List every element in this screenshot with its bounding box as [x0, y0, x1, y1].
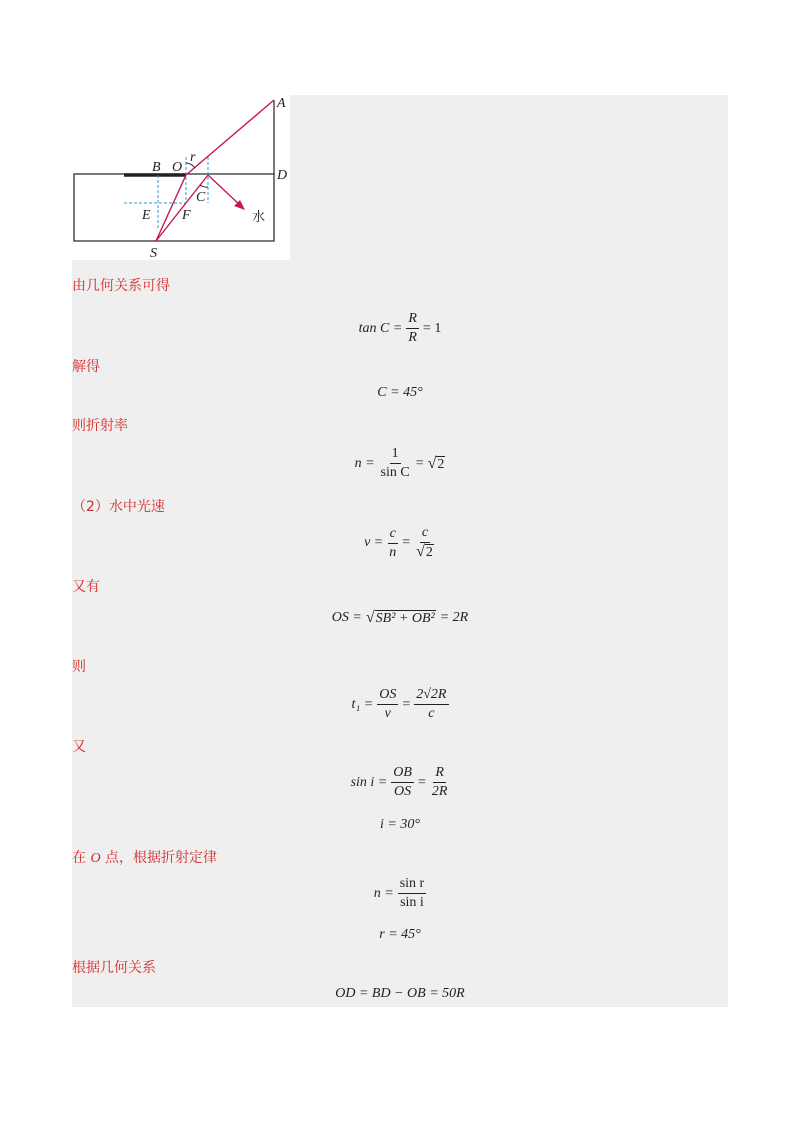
label-r: r: [190, 150, 196, 165]
equation-os: OS = √ SB² + OB² = 2R: [331, 609, 469, 626]
equation-sin-i: sin i = $\frac{OB}{OS}$ = $\frac{R}{2R}$: [350, 765, 448, 799]
text-speed-in-water: （2）水中光速: [72, 499, 165, 515]
equation-tan-c: tan C = $\frac{R}{R}$ = 1: [358, 311, 442, 345]
label-o: O: [172, 160, 183, 175]
label-b: B: [152, 160, 161, 175]
text-then: 则: [72, 659, 86, 675]
label-e: E: [142, 208, 151, 223]
equation-snell: n = $\frac{\text{sin r}}{\text{sin i}}$: [373, 876, 425, 910]
optics-figure: [72, 95, 290, 260]
label-a: A: [277, 96, 286, 111]
label-d: D: [277, 168, 288, 183]
label-s: S: [150, 246, 157, 260]
text-and: 又: [72, 739, 86, 755]
text-geometry-relation: 由几何关系可得: [72, 278, 170, 294]
equation-c-45: C = 45°: [377, 385, 423, 400]
equation-r-45: r = 45°: [379, 927, 421, 942]
label-water: 水: [252, 210, 266, 225]
water-tank: [74, 174, 274, 241]
ray-oa: [186, 100, 274, 175]
label-c: C: [196, 190, 206, 205]
equation-t1: t₁ = $\frac{OS}{v}$ = $\frac{2√2R}{c}$: [351, 687, 447, 721]
label-f: F: [182, 208, 191, 223]
equation-n: n = $\frac{1}{\text{sin C}}$ = √ 2: [354, 446, 445, 480]
angle-c-arc: [200, 185, 208, 187]
equation-v: v = $\frac{c}{n}$ = c √ 2: [364, 525, 433, 560]
ray-reflect: [208, 175, 242, 207]
text-solve: 解得: [72, 359, 100, 375]
equation-od: OD = BD − OB = 50R: [335, 986, 465, 1001]
optics-diagram: [72, 95, 290, 260]
equation-i-30: i = 30°: [380, 817, 420, 832]
text-geometry-relation-2: 根据几何关系: [72, 960, 156, 976]
text-at-point-o: 在 O 点，根据折射定律: [72, 850, 218, 866]
text-also-have: 又有: [72, 579, 100, 595]
text-refractive-index: 则折射率: [72, 418, 128, 434]
